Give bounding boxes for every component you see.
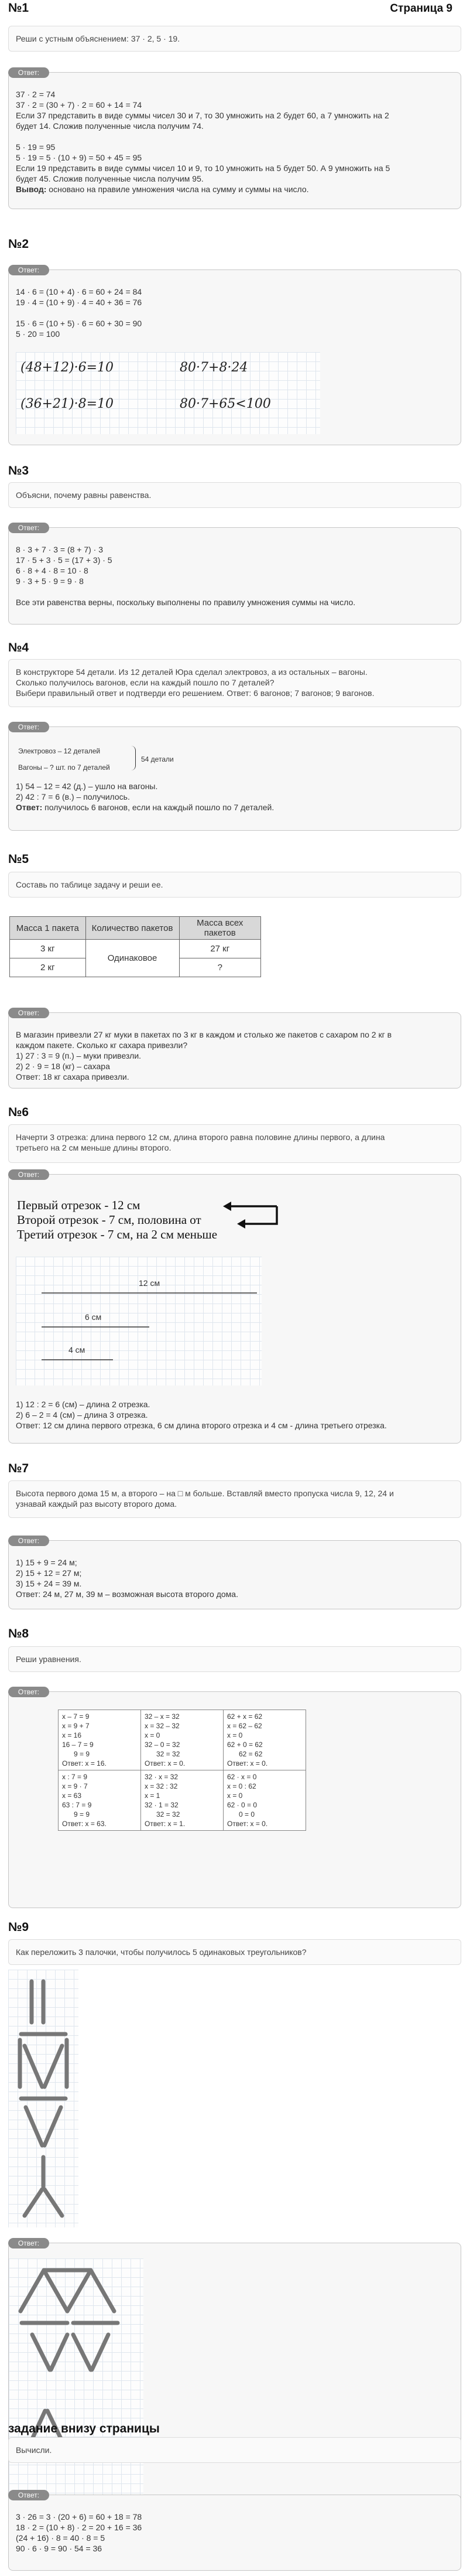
question-line: Выбери правильный ответ и подтверди его решением. Ответ: 6 вагонов; 7 вагонов; 9 вагонов. <box>16 688 375 698</box>
segment-3-label: 4 см <box>68 1345 85 1354</box>
task-6-answer <box>8 1174 461 1444</box>
segment-description: Третий отрезок - 7 см, на 2 см меньше <box>17 1227 218 1241</box>
answer-line <box>16 586 454 597</box>
question-line: третьего на 2 см меньше длины второго. <box>16 1143 171 1152</box>
answer-line: 1) 12 : 2 = 6 (см) – длина 2 отрезка. <box>16 1400 150 1409</box>
answer-line: (24 + 16) · 8 = 40 · 8 = 5 <box>16 2533 105 2543</box>
task-5-answer <box>8 1012 461 1089</box>
segment-1-label: 12 см <box>139 1278 160 1288</box>
answer-line: 37 · 2 = (30 + 7) · 2 = 60 + 14 = 74 <box>16 100 142 110</box>
answer-line: будет 14. Сложив полученные числа получим 74. <box>16 121 204 131</box>
answer-line: 15 · 6 = (10 + 5) · 6 = 60 + 30 = 90 <box>16 319 142 328</box>
bottom-task-question <box>8 2437 461 2463</box>
task-2-number: №2 <box>8 237 29 251</box>
answer-tag: Ответ: <box>8 1687 49 1697</box>
answer-line: каждом пакете. Сколько кг сахара привезли? <box>16 1040 188 1050</box>
task-5-question <box>8 872 461 898</box>
segments-grid <box>16 1257 262 1386</box>
answer-line: 14 · 6 = (10 + 4) · 6 = 60 + 24 = 84 <box>16 287 142 296</box>
question-line: Сколько получилось вагонов, если на каждый пошло по 7 деталей? <box>16 678 275 687</box>
answer-tag: Ответ: <box>8 265 49 275</box>
task-1-question <box>8 26 461 52</box>
handwritten-expression: (48+12)·6=10 <box>20 360 114 375</box>
answer-line: 5 · 20 = 100 <box>16 329 60 339</box>
task-8-question-text: Реши уравнения. <box>16 1654 81 1664</box>
annotation-arrows <box>219 1198 284 1245</box>
answer-line: Если 19 представить в виде суммы чисел 10 и 9, то 10 умножить на 5 будет 50. А 9 умножить на 5 <box>16 163 390 173</box>
task-9-number: №9 <box>8 1920 29 1934</box>
answer-line: 5 · 19 = 5 · (10 + 9) = 50 + 45 = 95 <box>16 153 142 162</box>
answer-line: 19 · 4 = (10 + 9) · 4 = 40 + 36 = 76 <box>16 298 142 307</box>
question-line: Высота первого дома 15 м, а второго – на □ м больше. Вставляй вместо пропуска числа 9, 12, 24 и <box>16 1489 394 1498</box>
table-cell: 2 кг <box>10 958 86 977</box>
answer-line: Если 37 представить в виде суммы чисел 30 и 7, то 30 умножить на 2 будет 60, а 7 умножить на 2 <box>16 111 389 120</box>
answer-tag: Ответ: <box>8 1169 49 1180</box>
short-condition <box>16 743 454 781</box>
task-7-number: №7 <box>8 1462 29 1475</box>
task-9-question <box>8 1939 461 1965</box>
question-line: узнавай каждый раз высоту второго дома. <box>16 1499 177 1509</box>
answer-line: 37 · 2 = 74 <box>16 90 56 99</box>
answer-line: Ответ: 12 см длина первого отрезка, 6 см длина второго отрезка и 4 см - длина третьего отрезка. <box>16 1421 387 1430</box>
scheme-line: Вагоны – ? шт. по 7 деталей <box>18 763 110 772</box>
answer-line: 1) 54 – 12 = 42 (д.) – ушло на вагоны. <box>16 782 158 791</box>
conclusion-label: Вывод: <box>16 185 47 194</box>
task-4-answer <box>8 726 461 831</box>
answer-tag: Ответ: <box>8 2490 49 2500</box>
table-header: Масса всех пакетов <box>179 917 260 940</box>
answer-line: 1) 15 + 9 = 24 м; <box>16 1558 77 1567</box>
final-answer-label: Ответ: <box>16 803 43 812</box>
answer-line: Все эти равенства верны, поскольку выполнены по правилу умножения суммы на число. <box>16 598 356 607</box>
equation-cell: x – 7 = 9 x = 9 + 7 x = 16 16 – 7 = 9 9 = 9 Ответ: x = 16. <box>59 1710 141 1770</box>
answer-line: 3 · 26 = 3 · (20 + 6) = 60 + 18 = 78 <box>16 2512 142 2522</box>
brace <box>131 746 136 770</box>
task-5-question-text: Составь по таблице задачу и реши ее. <box>16 880 163 889</box>
task-2-answer <box>8 269 461 445</box>
table-header: Количество пакетов <box>85 917 179 940</box>
data-table <box>9 916 261 977</box>
answer-line: 90 · 6 · 9 = 90 · 54 = 36 <box>16 2544 102 2553</box>
task-7-answer <box>8 1540 461 1609</box>
bottom-task-answer <box>8 2495 461 2571</box>
answer-line: 1) 27 : 3 = 9 (п.) – муки привезли. <box>16 1051 142 1060</box>
equation-cell: 62 + x = 62 x = 62 – 62 x = 0 62 + 0 = 62 62 = 62 Ответ: x = 0. <box>224 1710 306 1770</box>
handwritten-expression: (36+21)·8=10 <box>20 397 114 411</box>
task-4-question <box>8 659 461 707</box>
answer-line: будет 45. Сложив полученные числа получим 95. <box>16 174 204 183</box>
equations-table <box>58 1710 306 1831</box>
scheme-line: Электровоз – 12 деталей <box>18 747 101 755</box>
answer-line: 2) 6 – 2 = 4 (см) – длина 3 отрезка. <box>16 1410 148 1420</box>
answer-line: 2) 42 : 7 = 6 (в.) – получилось. <box>16 792 130 801</box>
page-title: Страница 9 <box>390 2 452 15</box>
task-3-answer <box>8 527 461 625</box>
answer-line: 8 · 3 + 7 · 3 = (8 + 7) · 3 <box>16 545 104 554</box>
answer-line: Ответ: 18 кг сахара привезли. <box>16 1072 129 1081</box>
segment-description: Первый отрезок - 12 см <box>17 1198 140 1212</box>
task-9-question-text: Как переложить 3 палочки, чтобы получилось 5 одинаковых треугольников? <box>16 1947 307 1957</box>
task-1-number: №1 <box>8 1 29 15</box>
answer-line: 5 · 19 = 95 <box>16 142 56 152</box>
final-answer <box>16 802 454 813</box>
task-3-question-text: Объясни, почему равны равенства. <box>16 490 152 500</box>
bottom-task-question-text: Вычисли. <box>16 2445 52 2455</box>
task-4-number: №4 <box>8 641 29 654</box>
answer-line: 9 · 3 + 5 · 9 = 9 · 8 <box>16 576 84 586</box>
task-8-number: №8 <box>8 1627 29 1640</box>
handwritten-expression: 80·7+65<100 <box>180 397 271 411</box>
task-5-number: №5 <box>8 852 29 866</box>
task-3-number: №3 <box>8 464 29 477</box>
matchsticks-figure-initial <box>8 1970 78 2227</box>
task-7-question <box>8 1480 461 1518</box>
handwritten-grid <box>16 352 320 434</box>
task-8-question <box>8 1646 461 1672</box>
task-9-answer <box>8 2243 461 2506</box>
answer-line: 2) 2 · 9 = 18 (кг) – сахара <box>16 1062 110 1071</box>
segment-description: Второй отрезок - 7 см, половина от <box>17 1213 201 1227</box>
handwritten-expression: 80·7+8·24 <box>180 360 248 375</box>
answer-line: 17 · 5 + 3 · 5 = (17 + 3) · 5 <box>16 555 112 565</box>
question-line: В конструкторе 54 детали. Из 12 деталей Юра сделал электровоз, а из остальных – вагоны. <box>16 667 368 677</box>
question-line: Начерти 3 отрезка: длина первого 12 см, длина второго равна половине длины первого, а длина <box>16 1132 385 1142</box>
task-6-number: №6 <box>8 1106 29 1119</box>
answer-tag: Ответ: <box>8 523 49 533</box>
conclusion <box>16 184 454 195</box>
answer-line: В магазин привезли 27 кг муки в пакетах по 3 кг в каждом и столько же пакетов с сахаром по 2 кг в <box>16 1030 392 1039</box>
table-header: Масса 1 пакета <box>10 917 86 940</box>
equation-cell: x : 7 = 9 x = 9 · 7 x = 63 63 : 7 = 9 9 = 9 Ответ: x = 63. <box>59 1770 141 1831</box>
table-cell: 27 кг <box>179 940 260 958</box>
final-answer-text: получилось 6 вагонов, если на каждый пошло по 7 деталей. <box>42 803 275 812</box>
answer-line <box>16 131 454 142</box>
task-1-question-text: Реши с устным объяснением: 37 · 2, 5 · 19. <box>16 34 180 43</box>
answer-tag: Ответ: <box>8 722 49 732</box>
answer-line <box>16 308 454 318</box>
table-cell-merged: Одинаковое <box>85 940 179 977</box>
answer-line: 3) 15 + 24 = 39 м. <box>16 1579 82 1588</box>
answer-tag: Ответ: <box>8 1008 49 1018</box>
table-cell: ? <box>179 958 260 977</box>
bottom-task-heading: задание внизу страницы <box>8 2422 160 2435</box>
answer-tag: Ответ: <box>8 1536 49 1546</box>
answer-line: Ответ: 24 м, 27 м, 39 м – возможная высота второго дома. <box>16 1589 238 1599</box>
answer-line: 6 · 8 + 4 · 8 = 10 · 8 <box>16 566 88 575</box>
equation-cell: 32 – x = 32 x = 32 – 32 x = 0 32 – 0 = 32 32 = 32 Ответ: x = 0. <box>141 1710 224 1770</box>
conclusion-text: основано на правиле умножения числа на сумму и суммы на число. <box>46 185 309 194</box>
equation-cell: 62 · x = 0 x = 0 : 62 x = 0 62 · 0 = 0 0 = 0 Ответ: x = 0. <box>224 1770 306 1831</box>
table-cell: 3 кг <box>10 940 86 958</box>
answer-tag: Ответ: <box>8 2238 49 2249</box>
scheme-total: 54 детали <box>141 755 174 763</box>
answer-tag: Ответ: <box>8 67 49 78</box>
segment-2-label: 6 см <box>85 1312 102 1322</box>
task-6-question <box>8 1124 461 1163</box>
answer-line: 2) 15 + 12 = 27 м; <box>16 1568 82 1578</box>
answer-line: 18 · 2 = (10 + 8) · 2 = 20 + 16 = 36 <box>16 2523 142 2532</box>
segment-descriptions <box>17 1198 217 1242</box>
task-8-answer <box>8 1691 461 1908</box>
task-3-question <box>8 482 461 508</box>
equation-cell: 32 · x = 32 x = 32 : 32 x = 1 32 · 1 = 32 32 = 32 Ответ: x = 1. <box>141 1770 224 1831</box>
task-1-answer <box>8 72 461 209</box>
